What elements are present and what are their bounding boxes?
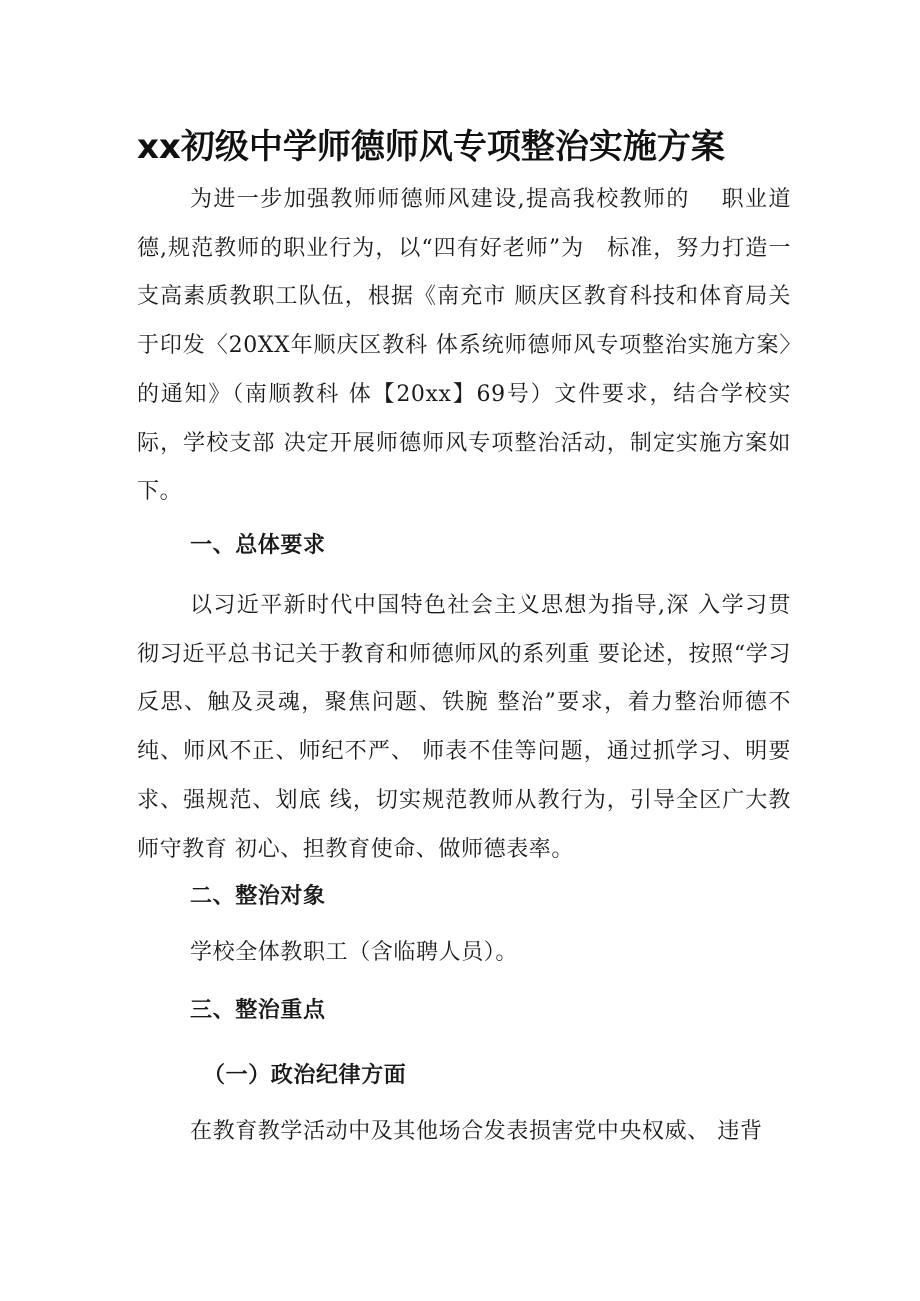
section-heading-general-requirements: 一、总体要求 xyxy=(190,532,326,558)
political-discipline-paragraph: 在教育教学活动中及其他场合发表损害党中央权威、 违背 xyxy=(190,1119,763,1144)
intro-paragraph: 为进一步加强教师师德师风建设,提高我校教师的 职业道德,规范教师的职业行为，以“四有好老师”为 标准，努力打造一支高素质教职工队伍，根据《南充市 顺庆区教育科技和体育局关于印发〈20XX年顺庆区教科 体系统师德师风专项整治实施方案〉的通知》（南顺教科 体【20xx】69号）文件要求，结合学校实际，学校支部 决定开展师德师风专项整治活动，制定实施方案如下。 xyxy=(137,187,791,505)
section-heading-targets: 二、整治对象 xyxy=(190,883,326,909)
section-heading-focus: 三、整治重点 xyxy=(190,997,326,1023)
targets-paragraph: 学校全体教职工（含临聘人员）。 xyxy=(190,940,519,965)
document-title: xx初级中学师德师风专项整治实施方案 xyxy=(137,127,725,167)
subsection-heading-political-discipline: （一）政治纪律方面 xyxy=(203,1062,407,1088)
general-requirements-paragraph: 以习近平新时代中国特色社会主义思想为指导,深 入学习贯彻习近平总书记关于教育和师德师风的系列重 要论述，按照“学习反思、触及灵魂，聚焦问题、铁腕 整治”要求，着力整治师德不纯、师风不正、师纪不严、 师表不佳等问题，通过抓学习、明要求、强规范、划底 线，切实规范教师从教行为，引导全区广大教师守教育 初心、担教育使命、做师德表率。 xyxy=(137,593,791,862)
